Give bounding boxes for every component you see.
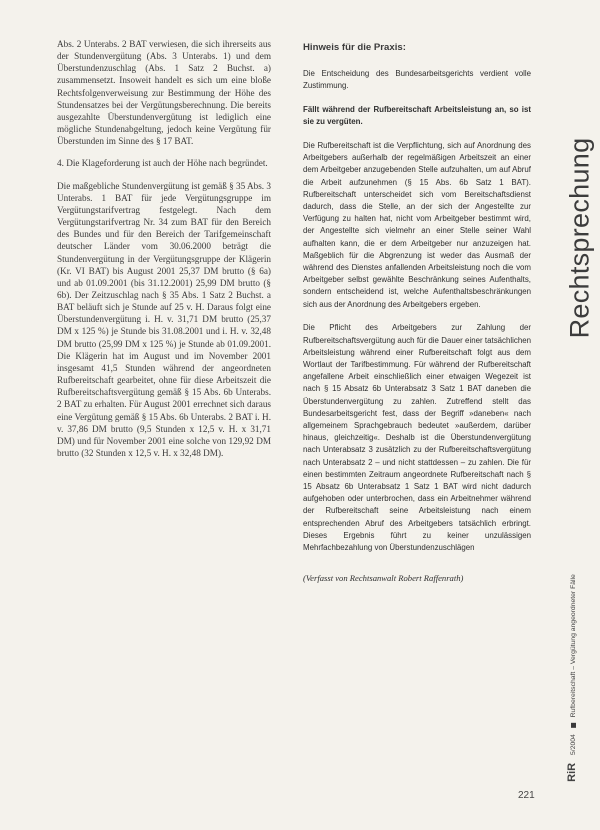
left-column [57,38,271,469]
note-paragraph-2: Fällt während der Rufbereitschaft Arbeitsleistung an, so ist sie zu vergüten. [303,105,531,127]
body-paragraph-1: Abs. 2 Unterabs. 2 BAT verwiesen, die sich ihrerseits aus der Stundenvergütung (Abs. 3 Unterabs. 1) und dem Überstundenzuschlag (Abs. 1 Satz 2 Buchst. a) zusammensetzt. Insoweit handelt es sich um eine bloße Rechtsfolgenverweisung zur Bestimmung der Höhe des Stundensatzes bei der Vergütungsberechnung. Die bereits ausgezahlte Überstundenvergütung ist lediglich eine mögliche Stundenabgeltung, jedoch keine Vergütung für Überstunden im Sinne des § 17 BAT. [57,39,271,147]
author-signature: (Verfasst von Rechtsanwalt Robert Raffenrath) [303,573,464,584]
footer-topic: Rufbereitschaft – Vergütung angeordneter Fälle [570,574,577,718]
body-paragraph-2: 4. Die Klageforderung ist auch der Höhe nach begründet. [57,158,268,169]
page-number: 221 [518,790,535,801]
section-title: Rechtsprechung [564,137,595,339]
journal-issue: 5/2004 [570,734,577,755]
separator-square-icon [571,723,576,728]
journal-footer [566,574,578,782]
journal-brand: RiR [566,762,578,782]
note-paragraph-3: Die Rufbereitschaft ist die Verpflichtung, sich auf Anordnung des Arbeitgebers außerhalb der regelmäßigen Arbeitszeit an einer dem Arbeitgeber anzugebenden Stelle aufzuhalten, um auf Abruf die Arbeit aufzunehmen (§ 15 Abs. 6b Satz 1 BAT). Rufbereitschaft unterscheidet sich vom Bereitschaftsdienst dadurch, dass die Stelle, an der sich der Angestellte zur Verfügung zu halten hat, nicht vom Arbeitgeber bestimmt wird, der Angestellte sich vielmehr an einer Stelle seiner Wahl aufhalten kann, die er dem Arbeitgeber nur anzuzeigen hat. Maßgeblich für die Abgrenzung ist weder das Ausmaß der während des Dienstes anfallenden Arbeitsleistung noch die vom Arbeitgeber selbst gewählte Beschränkung seines Aufenthalts, sondern entscheidend ist, welche Aufenthaltsbeschränkungen sich aus der Anordnung des Arbeitgebers ergeben. [303,141,531,309]
right-column [303,42,531,596]
note-paragraph-4: Die Pflicht des Arbeitgebers zur Zahlung der Rufbereitschaftsvergütung auch für die Dauer einer tatsächlichen Arbeitsleistung während einer Rufbereitschaft folgt aus dem Wortlaut der Tarifbestimmung. Für während der Rufbereitschaft angefallene Arbeit einschließlich einer etwaigen Wegezeit ist nach § 15 Absatz 6b Unterabsatz 3 Satz 1 BAT daneben die Überstundenvergütung zu zahlen. Zutreffend stellt das Bundesarbeitsgericht fest, dass der Begriff »daneben« nach allgemeinem Sprachgebrauch bedeutet »außerdem, darüber hinaus, gleichzeitig«. Deshalb ist die Überstundenvergütung nach Unterabsatz 3 zusätzlich zu der Rufbereitschaftsvergütung nach Unterabsatz 2 – und nicht stattdessen – zu zahlen. Die für einen bestimmten Zeitraum angeordnete Rufbereitschaft nach § 15 Absatz 6b Unterabsatz 1 Satz 1 BAT wird nicht dadurch aufgehoben oder unterbrochen, dass ein Arbeitnehmer während der Rufbereitschaft seine Arbeitsleistung nach einem entsprechenden Abruf des Arbeitgebers tatsächlich erbringt. Dieses Ergebnis führt zu keiner unzulässigen Mehrfachbezahlung von Überstundenzuschlägen [303,323,531,553]
body-paragraph-3: Die maßgebliche Stundenvergütung ist gemäß § 35 Abs. 3 Unterabs. 1 BAT für jede Vergütungsgruppe im Vergütungstarifvertrag festgelegt. Nach dem Vergütungstarifvertrag Nr. 34 zum BAT für den Bereich des Bundes und für den Bereich der Tarifgemeinschaft deutscher Länder vom 30.06.2000 beträgt die Stundenvergütung in der Vergütungsgruppe der Klägerin (Kr. VI BAT) bis August 2001 25,37 DM brutto (§ 6a) und ab 01.09.2001 (bis 31.12.2001) 25,99 DM brutto (§ 6b). Der Zeitzuschlag nach § 35 Abs. 1 Satz 2 Buchst. a BAT beläuft sich je Stunde auf 25 v. H. Daraus folgt eine Überstundenvergütung i. H. v. 31,71 DM brutto (25,37 DM x 125 %) je Stunde bis 31.08.2001 und i. H. v. 32,48 DM brutto (25,99 DM x 125 %) je Stunde ab 01.09.2001. Die Klägerin hat im August und im November 2001 insgesamt 41,5 Stunden während der angeordneten Rufbereitschaft gearbeitet, ohne für diese Arbeitszeit die Rufbereitschaftsvergütung gemäß § 15 Abs. 6b Unterabs. 2 BAT zu erhalten. Für August 2001 errechnet sich daraus eine Vergütung gemäß § 15 Abs. 6b Unterabs. 2 BAT i. H. v. 37,86 DM brutto (9,5 Stunden x 12,5 v. H. x 31,71 DM) und für November 2001 eine solche von 129,92 DM brutto (32 Stunden x 12,5 v. H. x 32,48 DM). [57,180,271,458]
note-paragraph-1: Die Entscheidung des Bundesarbeitsgerichts verdient volle Zustimmung. [303,69,531,91]
practice-note-heading: Hinweis für die Praxis: [303,42,406,53]
